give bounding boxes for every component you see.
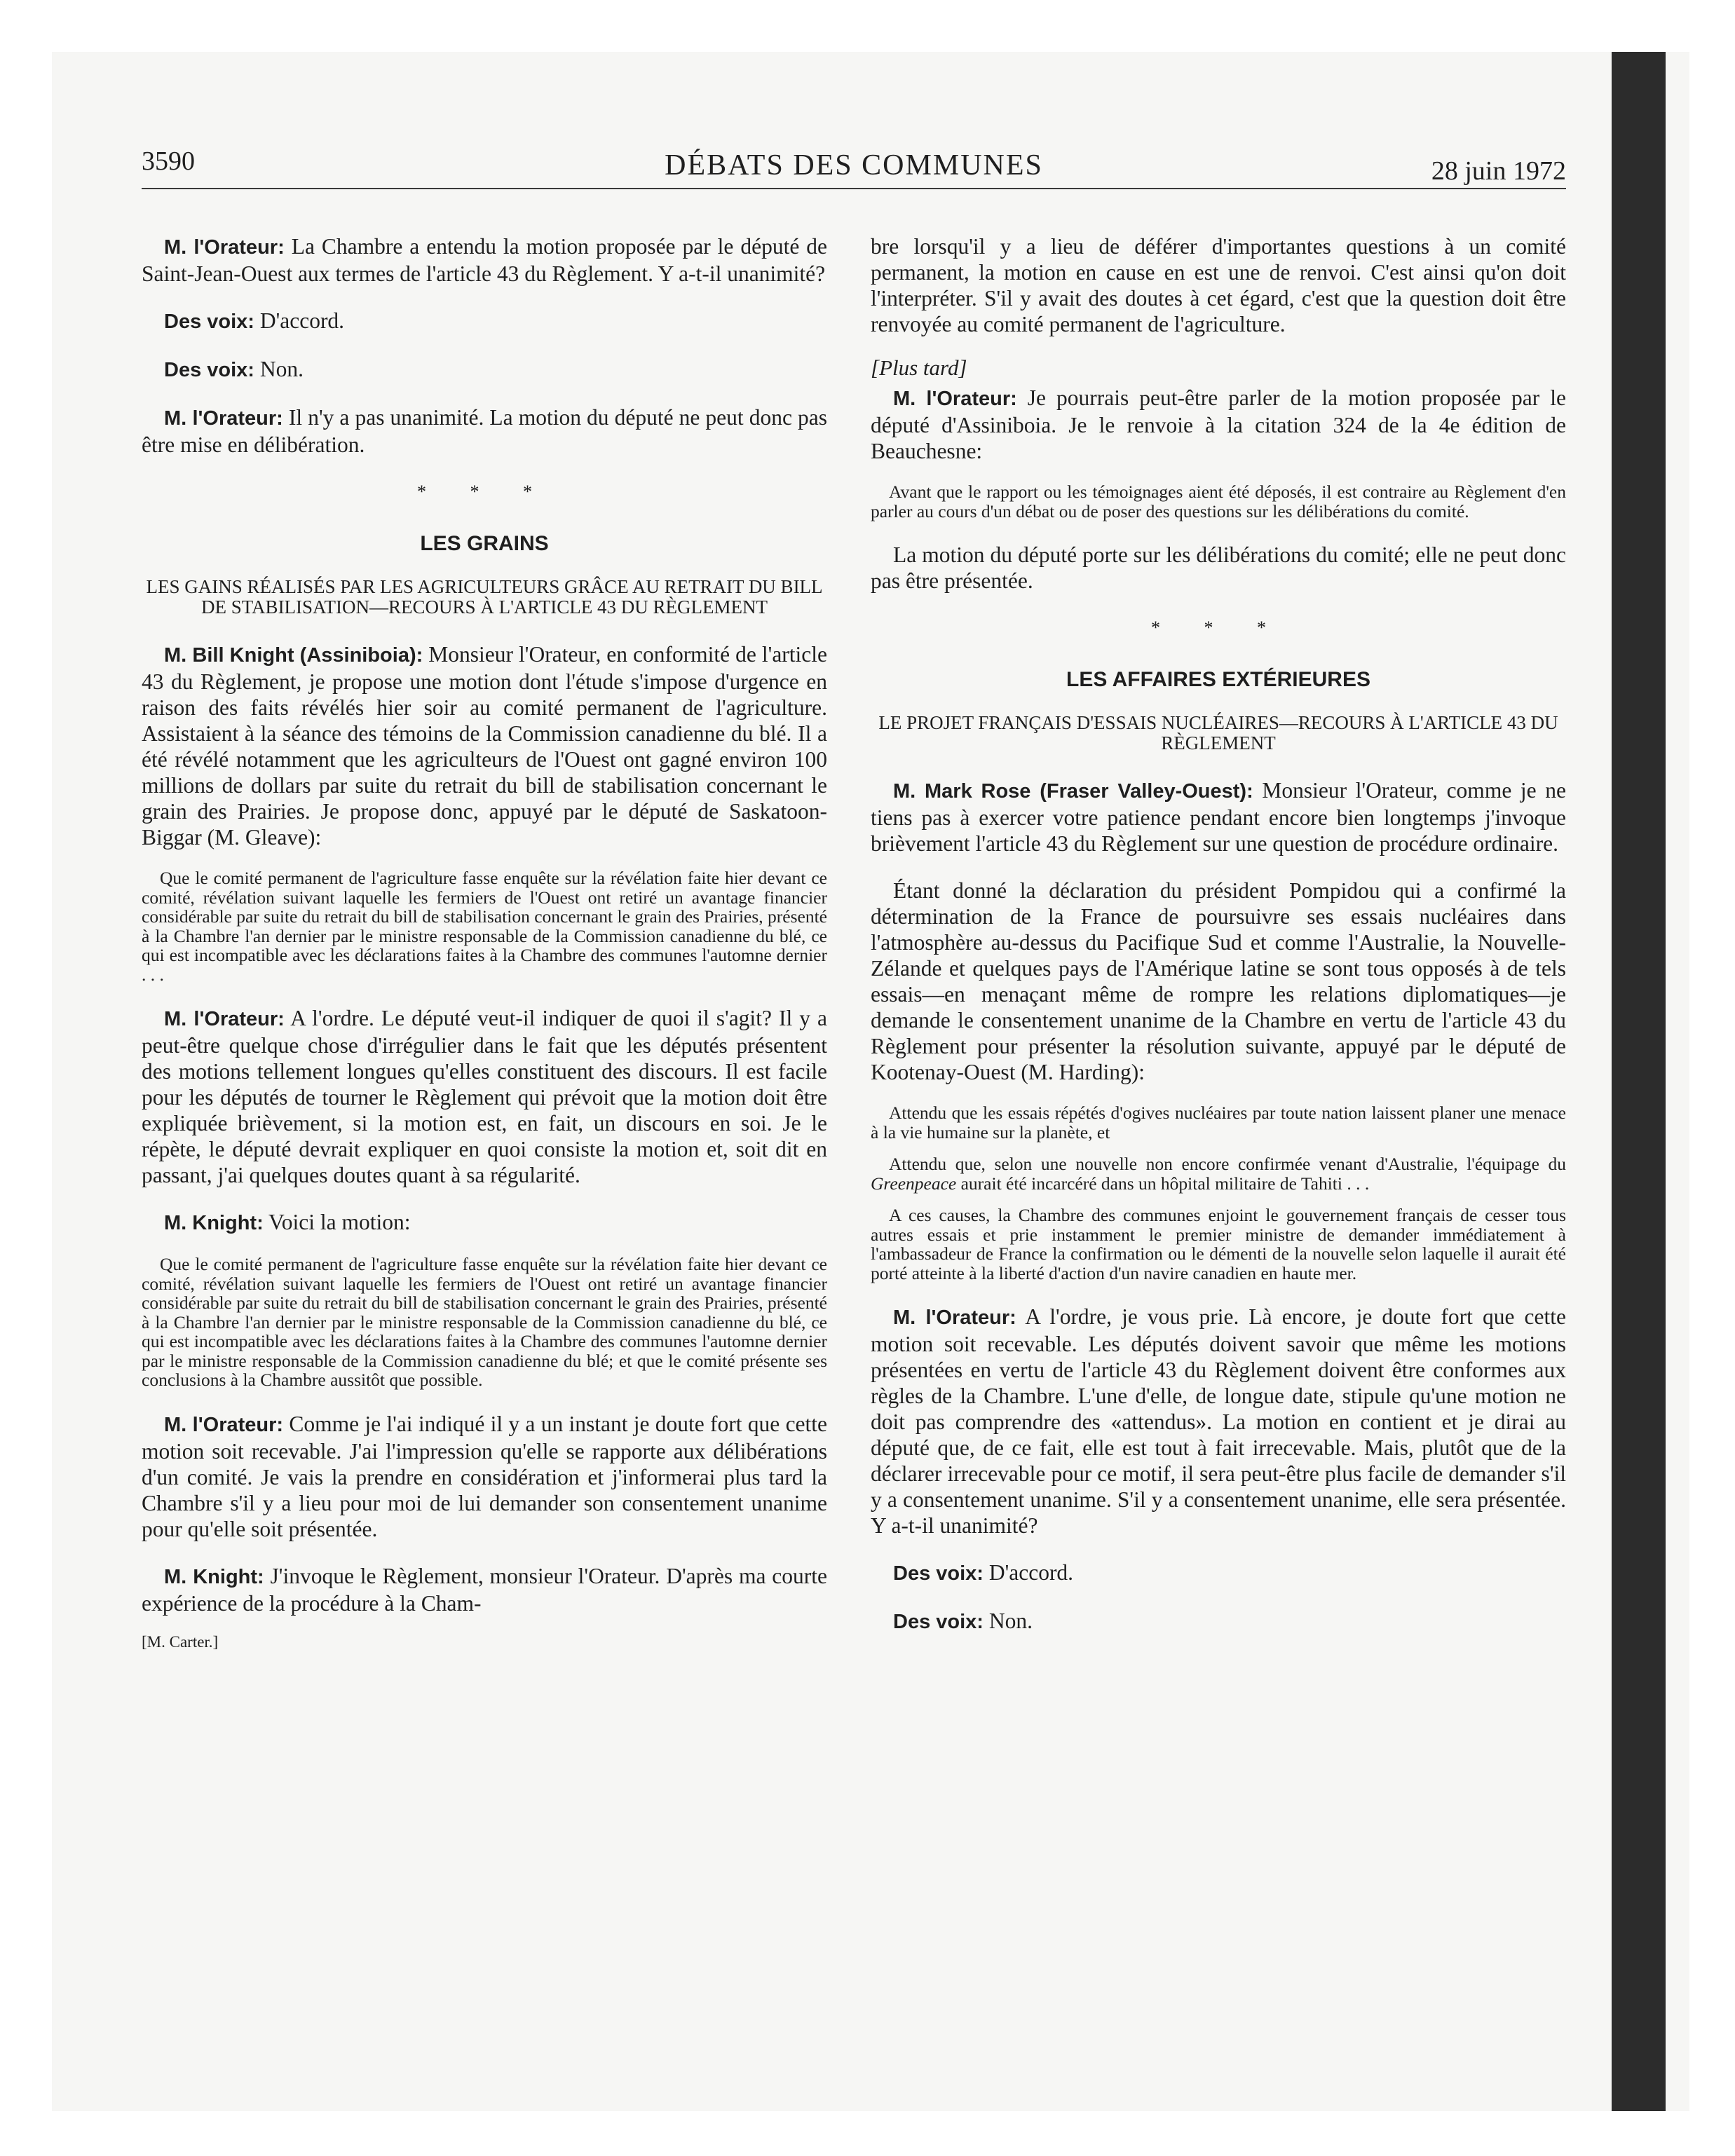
paragraph [142, 641, 827, 850]
paragraph-text: Monsieur l'Orateur, en conformité de l'article 43 du Règlement, je propose une motion dont l'étude s'impose d'urgence en raison des faits révélés hier soir au comité permanent de l'agriculture. Assistaient à la séance des témoins de la Commission canadienne du blé. Il a été révélé notamment que les agriculteurs de l'Ouest ont gagné environ 100 millions de dollars par suite du retrait du bill de stabilisation concernant le grain des Prairies. Je propose donc, appuyé par le député de Saskatoon-Biggar (M. Gleave): [142, 642, 828, 850]
speaker: Des voix: [893, 1611, 984, 1633]
speaker: Des voix: [164, 359, 254, 381]
paragraph-text: D'accord. [988, 1560, 1074, 1585]
clause-text: aurait été incarcéré dans un hôpital militaire de Tahiti . . . [956, 1173, 1370, 1194]
speaker: M. l'Orateur: [893, 388, 1017, 410]
speaker: M. l'Orateur: [164, 1008, 285, 1030]
section-title: LES AFFAIRES EXTÉRIEURES [1066, 668, 1370, 691]
paragraph-text: D'accord. [259, 308, 345, 333]
ship-name: Greenpeace [871, 1173, 957, 1194]
paragraph-text: Voici la motion: [268, 1210, 411, 1234]
section-subtitle: LE PROJET FRANÇAIS D'ESSAIS NUCLÉAIRES—RECOURS À L'ARTICLE 43 DU RÈGLEMENT [878, 712, 1558, 753]
paragraph-text: A l'ordre. Le député veut-il indiquer de quoi il s'agit? Il y a peut-être quelque chose d'irrégulier dans le fait que les députés présentent des motions tellement longues qu'elles constituent des discours. Il est facile pour les députés de tourner le Règlement qui prévoit que la motion doit être expliquée brièvement, si la motion est, en fait, un discours en soi. Je le répète, le député devrait expliquer en quoi consiste la motion et, soit dit en passant, j'ai quelques doutes quant à sa régularité. [142, 1006, 827, 1187]
time-note: [Plus tard] [871, 355, 967, 380]
paragraph-text: Il n'y a pas unanimité. La motion du député ne peut donc pas être mise en délibération. [142, 405, 827, 457]
paragraph [871, 385, 1566, 464]
quoted-motion: Que le comité permanent de l'agriculture fasse enquête sur la révélation faite hier devant ce comité, révélation suivant laquelle les fermiers de l'Ouest ont retiré un avantage financier considérable par suite du retrait du bill de stabilisation concernant le grain des Prairies, présenté à la Chambre l'an dernier par le ministre responsable de la Commission canadienne du blé, ce qui est incompatible avec les déclarations faites à la Chambre des communes l'automne dernier . . . [142, 868, 827, 985]
resolution-clause [871, 1154, 1566, 1193]
paragraph-text: J'invoque le Règlement, monsieur l'Orateur. D'après ma courte expérience de la procédure à la Cham- [142, 1563, 827, 1616]
paragraph [871, 1304, 1566, 1538]
left-column [142, 233, 827, 1651]
speaker: M. l'Orateur: [893, 1306, 1016, 1329]
quoted-motion: Que le comité permanent de l'agriculture fasse enquête sur la révélation faite hier devant ce comité, révélation suivant laquelle les fermiers de l'Ouest ont retiré un avantage financier considérable par suite du retrait du bill de stabilisation concernant le grain des Prairies, présenté à la Chambre l'an dernier par le ministre responsable de la Commission canadienne du blé, ce qui est incompatible avec les déclarations faites à la Chambre des communes l'automne dernier par le ministre responsable de la Commission canadienne du blé; et que le comité présente ses conclusions à la Chambre aussitôt que possible. [142, 1254, 827, 1390]
speaker: M. Mark Rose (Fraser Valley-Ouest): [893, 780, 1253, 803]
resolution-clause: A ces causes, la Chambre des communes enjoint le gouvernement français de cesser tous autres essais et prie instamment le premier ministre de demander immédiatement à l'ambassadeur de France la confirmation ou le démenti de la nouvelle selon laquelle il aurait été porté atteinte à la liberté d'action d'un navire canadien en haute mer. [871, 1205, 1566, 1283]
speaker: M. Knight: [164, 1212, 264, 1234]
resolution-clause: Attendu que les essais répétés d'ogives nucléaires par toute nation laissent planer une menace à la vie humaine sur la planète, et [871, 1103, 1566, 1142]
paragraph: La motion du député porte sur les délibérations du comité; elle ne peut donc pas être présentée. [871, 543, 1566, 593]
paragraph-text: Je pourrais peut-être parler de la motion proposée par le député d'Assiniboia. Je le renvoie à la citation 324 de la 4e édition de Beauchesne: [871, 386, 1567, 463]
paragraph-text: A l'ordre, je vous prie. Là encore, je doute fort que cette motion soit recevable. Les députés doivent savoir que même les motions présentées en vertu de l'article 43 du Règlement doivent être conformes aux règles de la Chambre. L'une d'elle, de longue date, stipule qu'une motion ne doit pas comprendre des «attendus». La motion en contient et je dirai au député que, de ce fait, elle est tout à fait irrecevable. Mais, plutôt que de la déclarer irrecevable pour ce motif, il sera peut-être plus facile de demander s'il y a consentement unanime. S'il y a consentement unanime, elle sera présentée. Y a-t-il unanimité? [871, 1304, 1566, 1538]
paragraph-text: Monsieur l'Orateur, comme je ne tiens pas à exercer votre patience pendant encore bien longtemps j'invoque brièvement l'article 43 du Règlement sur une question de procédure ordinaire. [871, 778, 1566, 856]
paragraph [142, 356, 827, 383]
section-subtitle: LES GAINS RÉALISÉS PAR LES AGRICULTEURS GRÂCE AU RETRAIT DU BILL DE STABILISATION—RECOURS À L'ARTICLE 43 DU RÈGLEMENT [146, 576, 823, 618]
paragraph [142, 233, 827, 287]
binding-edge [1612, 52, 1666, 2111]
citation: Avant que le rapport ou les témoignages aient été déposés, il est contraire au Règlement d'en parler au cours d'un débat ou de poser des questions sur les délibérations du comité. [871, 482, 1566, 521]
footnote: [M. Carter.] [142, 1632, 219, 1651]
speaker: M. l'Orateur: [164, 407, 283, 430]
section-separator: * * * [1151, 618, 1286, 638]
paragraph-text: La Chambre a entendu la motion proposée par le député de Saint-Jean-Ouest aux termes de l'article 43 du Règlement. Y a-t-il unanimité? [142, 234, 828, 286]
paragraph [871, 777, 1566, 857]
speaker: M. l'Orateur: [164, 236, 285, 259]
right-column [871, 233, 1566, 1635]
paragraph: bre lorsqu'il y a lieu de déférer d'importantes questions à un comité permanent, la motion en cause en est une de renvoi. C'est ainsi qu'on doit l'interpréter. S'il y avait des doutes à cet égard, c'est que la question doit être renvoyée au comité permanent de l'agriculture. [871, 234, 1566, 336]
paragraph [142, 1209, 827, 1236]
section-separator: * * * [417, 482, 552, 502]
speaker: M. Knight: [164, 1565, 264, 1588]
clause-text: Attendu que, selon une nouvelle non encore confirmée venant d'Australie, l'équipage du [889, 1154, 1566, 1174]
paragraph [142, 1005, 827, 1188]
page-number: 3590 [142, 146, 195, 176]
paragraph [142, 308, 827, 335]
paragraph: Étant donné la déclaration du président Pompidou qui a confirmé la détermination de la France de poursuivre ses essais nucléaires dans l'atmosphère au-dessus du Pacifique Sud et comme l'Australie, la Nouvelle-Zélande et quelques pays de l'Amérique latine se sont tous opposés à de tels essais—en menaçant même de rompre les relations diplomatiques—je demande le consentement unanime de la Chambre en vertu de l'article 43 du Règlement pour présenter la résolution suivante, appuyé par le député de Kootenay-Ouest (M. Harding): [871, 878, 1566, 1084]
paragraph [142, 404, 827, 458]
paragraph [142, 1411, 827, 1542]
section-title: LES GRAINS [420, 532, 549, 555]
journal-title: DÉBATS DES COMMUNES [665, 149, 1043, 182]
paragraph-text: Non. [259, 357, 304, 381]
paragraph [871, 1560, 1566, 1587]
paragraph [142, 1563, 827, 1616]
speaker: Des voix: [164, 311, 254, 333]
paragraph-text: Non. [988, 1609, 1033, 1633]
speaker: M. Bill Knight (Assiniboia): [164, 644, 423, 667]
speaker: Des voix: [893, 1562, 984, 1585]
paragraph [871, 1608, 1566, 1635]
speaker: M. l'Orateur: [164, 1413, 284, 1436]
page-header [142, 146, 1566, 189]
paragraph-text: Comme je l'ai indiqué il y a un instant je doute fort que cette motion soit recevable. J'ai l'impression qu'elle se rapporte aux délibérations d'un comité. Je vais la prendre en considération et j'informerai plus tard la Chambre s'il y a lieu pour moi de lui demander son consentement unanime pour qu'elle soit présentée. [142, 1411, 828, 1541]
page-date: 28 juin 1972 [1431, 156, 1566, 186]
